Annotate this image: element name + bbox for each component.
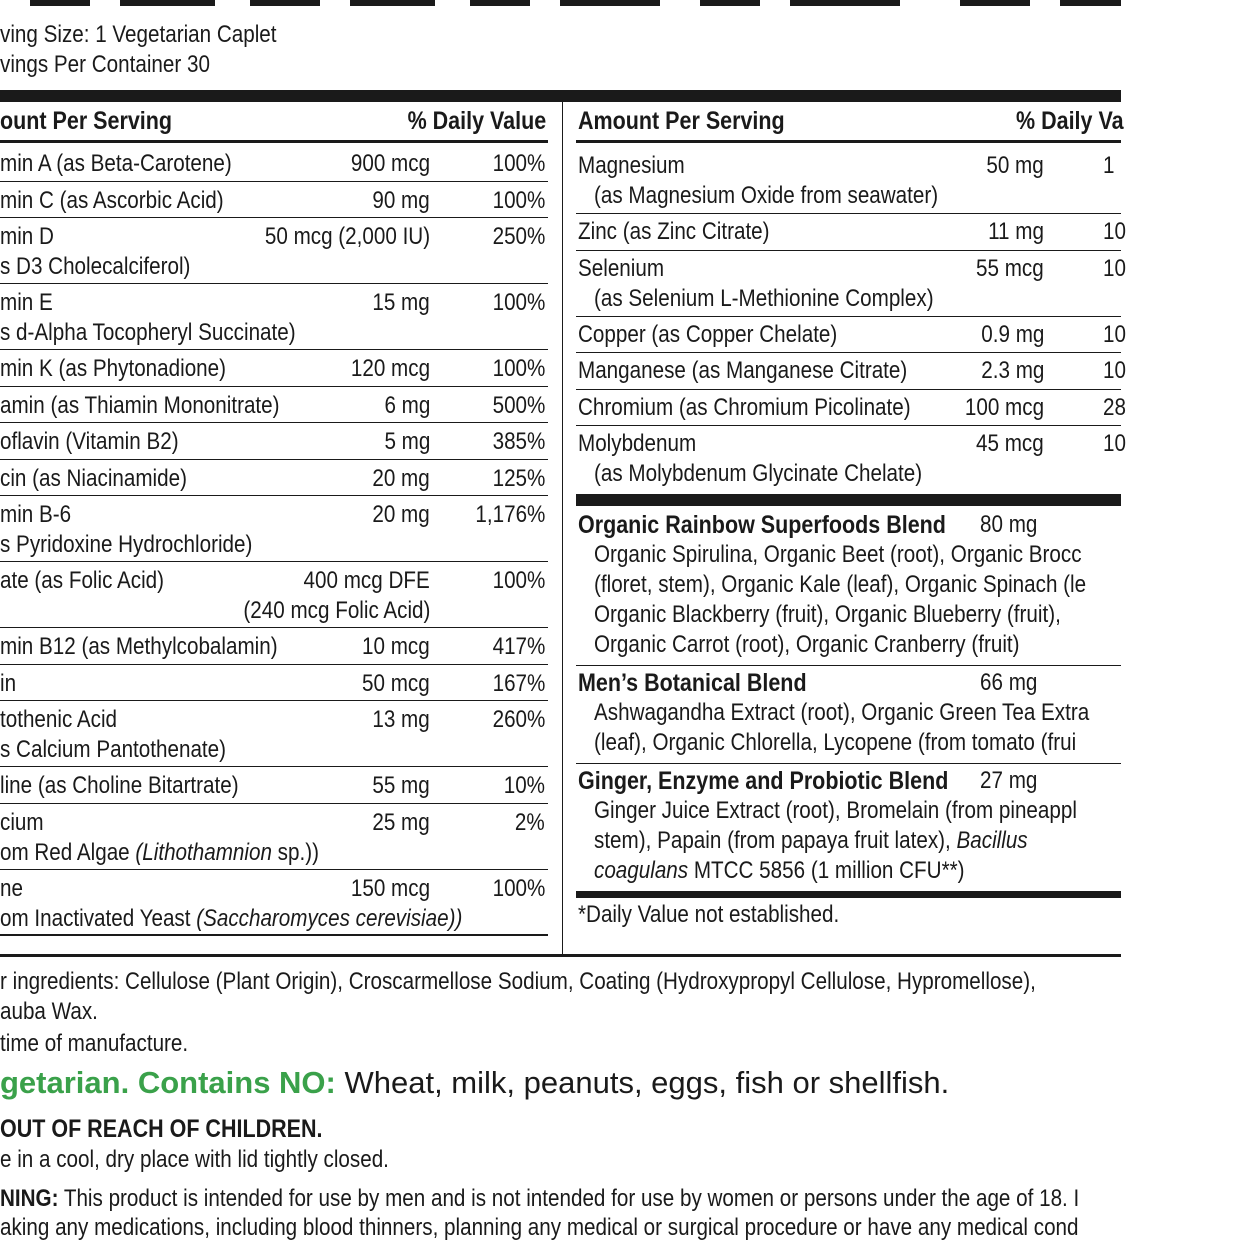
daily-value: 10 — [1103, 357, 1126, 384]
blend-amount: 80 mg — [980, 511, 1038, 538]
blend-amount: 66 mg — [980, 669, 1038, 696]
left-header-amount: ount Per Serving — [0, 107, 173, 135]
nutrient-amount-line-2: (240 mcg Folic Acid) — [243, 597, 430, 624]
daily-value: 10 — [1103, 320, 1126, 348]
keep-out-of-reach: OUT OF REACH OF CHILDREN. — [0, 1115, 323, 1143]
blend-ingredients-line: Ashwagandha Extract (root), Organic Green Tea Extra — [594, 699, 1090, 726]
servings-per-container: vings Per Container 30 — [0, 51, 210, 78]
table-row — [0, 701, 548, 767]
other-ingredients-line-2: auba Wax. — [0, 998, 98, 1025]
blend-ingredients-line: Organic Blackberry (fruit), Organic Blueberry (fruit), — [594, 601, 1061, 628]
nutrient-name-line-2: om Red Algae (Lithothamnion sp.)) — [0, 838, 319, 866]
table-row — [0, 350, 548, 387]
daily-value: 250% — [492, 223, 545, 250]
vegetarian-heading: getarian. Contains NO: — [0, 1065, 336, 1100]
nutrient-name: cium — [0, 808, 44, 836]
nutrient-name: cin (as Niacinamide) — [0, 464, 187, 492]
nutrient-amount: 90 mg — [372, 186, 430, 214]
nutrient-name: ne — [0, 874, 23, 902]
other-ingredients-line-1: r ingredients: Cellulose (Plant Origin), Croscarmellose Sodium, Coating (Hydroxypropyl Cellulose, Hypromellose), — [0, 968, 1036, 995]
nutrient-amount: 50 mcg (2,000 IU) — [264, 223, 430, 250]
nutrient-amount: 50 mcg — [362, 669, 430, 697]
nutrient-name: ate (as Folic Acid) — [0, 567, 165, 594]
right-header-amount: Amount Per Serving — [578, 107, 785, 135]
table-row — [0, 496, 548, 562]
table-row — [0, 423, 548, 460]
nutrient-name: tothenic Acid — [0, 706, 118, 733]
daily-value: 1,176% — [474, 501, 545, 528]
nutrient-name: line (as Choline Bitartrate) — [0, 772, 239, 799]
daily-value: 260% — [492, 706, 545, 733]
daily-value: 500% — [492, 391, 545, 419]
manufacture-note: time of manufacture. — [0, 1030, 189, 1057]
mineral-name: Manganese (as Manganese Citrate) — [578, 357, 908, 384]
warning-line-2: aking any medications, including blood thinners, planning any medical or surgical procedure or have any medical cond — [0, 1214, 1079, 1241]
mineral-name-line-2: (as Magnesium Oxide from seawater) — [594, 182, 939, 209]
daily-value: 100% — [492, 186, 545, 214]
table-row — [0, 284, 548, 350]
mineral-name: Zinc (as Zinc Citrate) — [578, 218, 770, 245]
daily-value: 100% — [492, 289, 545, 316]
mineral-amount: 11 mg — [988, 218, 1044, 245]
footnote-rule — [576, 891, 1121, 898]
daily-value: 100% — [492, 355, 545, 382]
table-row — [0, 628, 548, 665]
daily-value: 385% — [492, 428, 545, 455]
mineral-name: Molybdenum — [578, 430, 697, 457]
nutrient-name: min E — [0, 289, 53, 316]
serving-size: ving Size: 1 Vegetarian Caplet — [0, 21, 277, 48]
column-divider — [562, 102, 563, 954]
table-row — [576, 214, 1126, 251]
nutrient-name: amin (as Thiamin Mononitrate) — [0, 391, 280, 419]
table-row — [0, 460, 548, 497]
blend-row — [576, 508, 1121, 666]
allergen-list: Wheat, milk, peanuts, eggs, fish or shellfish. — [335, 1065, 950, 1100]
table-row — [0, 182, 548, 219]
blend-thick-rule — [576, 494, 1121, 506]
nutrient-amount: 900 mcg — [350, 150, 430, 177]
table-row — [576, 390, 1126, 427]
mineral-name: Copper (as Copper Chelate) — [578, 320, 838, 348]
nutrient-name: min A (as Beta-Carotene) — [0, 150, 232, 177]
nutrient-name: min D — [0, 223, 54, 250]
supplement-facts-title-cutoff — [0, 0, 1121, 12]
warning-text-1: This product is intended for use by men and is not intended for use by women or persons under the age of 18. I — [58, 1185, 1080, 1212]
left-header-rule — [0, 140, 548, 143]
table-row — [576, 317, 1126, 354]
mineral-amount: 55 mcg — [976, 254, 1044, 282]
nutrient-amount: 400 mcg DFE — [303, 567, 430, 594]
table-row — [0, 870, 548, 936]
daily-value: 125% — [492, 464, 545, 492]
nutrient-amount: 10 mcg — [362, 633, 430, 660]
nutrient-amount: 20 mg — [372, 501, 430, 528]
mineral-name: Magnesium — [578, 152, 685, 179]
daily-value: 100% — [492, 150, 545, 177]
daily-value: 10% — [503, 772, 545, 799]
table-row — [576, 148, 1121, 214]
blend-ingredients-line: Organic Carrot (root), Organic Cranberry (fruit) — [594, 631, 1020, 658]
nutrient-name: min B-6 — [0, 501, 72, 528]
daily-value: 28 — [1103, 393, 1126, 421]
nutrient-name: min B12 (as Methylcobalamin) — [0, 633, 278, 660]
nutrient-amount: 120 mcg — [350, 355, 430, 382]
blend-ingredients-line: stem), Papain (from papaya fruit latex), Bacillus — [594, 827, 1028, 854]
warning-line-1 — [0, 1184, 1255, 1214]
nutrient-name: oflavin (Vitamin B2) — [0, 428, 179, 455]
nutrient-name-line-2: s Calcium Pantothenate) — [0, 736, 227, 763]
table-row — [0, 804, 548, 870]
blend-row — [576, 764, 1121, 892]
nutrient-amount: 150 mcg — [350, 874, 430, 902]
daily-value: 167% — [492, 669, 545, 697]
nutrient-amount: 6 mg — [384, 391, 430, 419]
table-row — [0, 665, 548, 702]
mineral-name: Selenium — [578, 254, 665, 282]
left-header-daily-value: % Daily Value — [407, 107, 546, 135]
table-row — [576, 426, 1126, 492]
daily-value: 10 — [1103, 430, 1126, 457]
top-thick-rule — [0, 90, 1121, 102]
blend-ingredients-line: Organic Spirulina, Organic Beet (root), Organic Brocc — [594, 541, 1082, 568]
row-divider — [0, 934, 548, 936]
nutrient-name: min C (as Ascorbic Acid) — [0, 186, 224, 214]
mineral-amount: 100 mcg — [964, 393, 1044, 421]
blend-name: Ginger, Enzyme and Probiotic Blend — [578, 767, 949, 795]
nutrient-amount: 13 mg — [372, 706, 430, 733]
table-row — [576, 353, 1126, 390]
nutrient-name: min K (as Phytonadione) — [0, 355, 227, 382]
blend-ingredients-line: (floret, stem), Organic Kale (leaf), Organic Spinach (le — [594, 571, 1087, 598]
blend-ingredients-line: (leaf), Organic Chlorella, Lycopene (from tomato (frui — [594, 729, 1077, 756]
blend-ingredients-line: coagulans MTCC 5856 (1 million CFU**) — [594, 857, 965, 884]
nutrient-name: in — [0, 669, 17, 697]
daily-value: 10 — [1103, 218, 1126, 245]
nutrient-amount: 55 mg — [372, 772, 430, 799]
nutrient-name-line-2: s D3 Cholecalciferol) — [0, 253, 191, 280]
right-header-rule — [576, 140, 1121, 143]
blend-ingredients-line: Ginger Juice Extract (root), Bromelain (from pineappl — [594, 797, 1077, 824]
table-row — [0, 218, 548, 284]
daily-value: 417% — [492, 633, 545, 660]
mineral-name-line-2: (as Molybdenum Glycinate Chelate) — [594, 460, 923, 487]
vegetarian-statement — [0, 1064, 949, 1102]
footnote: *Daily Value not established. — [578, 901, 840, 928]
nutrient-name-line-2: s Pyridoxine Hydrochloride) — [0, 531, 253, 558]
daily-value: 100% — [492, 567, 545, 594]
table-row — [0, 145, 548, 182]
storage-instructions: e in a cool, dry place with lid tightly closed. — [0, 1146, 389, 1173]
warning-label: NING: — [0, 1185, 59, 1212]
mineral-name: Chromium (as Chromium Picolinate) — [578, 393, 911, 421]
nutrient-amount: 5 mg — [384, 428, 430, 455]
daily-value: 10 — [1103, 254, 1126, 282]
mineral-name-line-2: (as Selenium L-Methionine Complex) — [594, 284, 934, 312]
table-row — [0, 562, 548, 628]
table-row — [576, 251, 1126, 317]
mineral-amount: 2.3 mg — [980, 357, 1044, 384]
nutrient-amount: 15 mg — [372, 289, 430, 316]
bottom-rule — [0, 954, 1121, 957]
nutrient-name-line-2: s d-Alpha Tocopheryl Succinate) — [0, 319, 296, 346]
daily-value: 1 — [1103, 152, 1115, 179]
daily-value: 2% — [515, 808, 545, 836]
mineral-amount: 45 mcg — [976, 430, 1044, 457]
nutrient-name-line-2: om Inactivated Yeast (Saccharomyces cerevisiae)) — [0, 904, 463, 932]
daily-value: 100% — [492, 874, 545, 902]
blend-name: Organic Rainbow Superfoods Blend — [578, 511, 946, 539]
right-header-daily-value: % Daily Va — [1016, 107, 1124, 135]
blend-amount: 27 mg — [980, 767, 1038, 794]
blend-name: Men’s Botanical Blend — [578, 669, 807, 697]
table-row — [0, 767, 548, 804]
mineral-amount: 0.9 mg — [980, 320, 1044, 348]
nutrient-amount: 25 mg — [372, 808, 430, 836]
blend-row — [576, 666, 1121, 764]
table-row — [0, 387, 548, 424]
nutrient-amount: 20 mg — [372, 464, 430, 492]
mineral-amount: 50 mg — [986, 152, 1044, 179]
